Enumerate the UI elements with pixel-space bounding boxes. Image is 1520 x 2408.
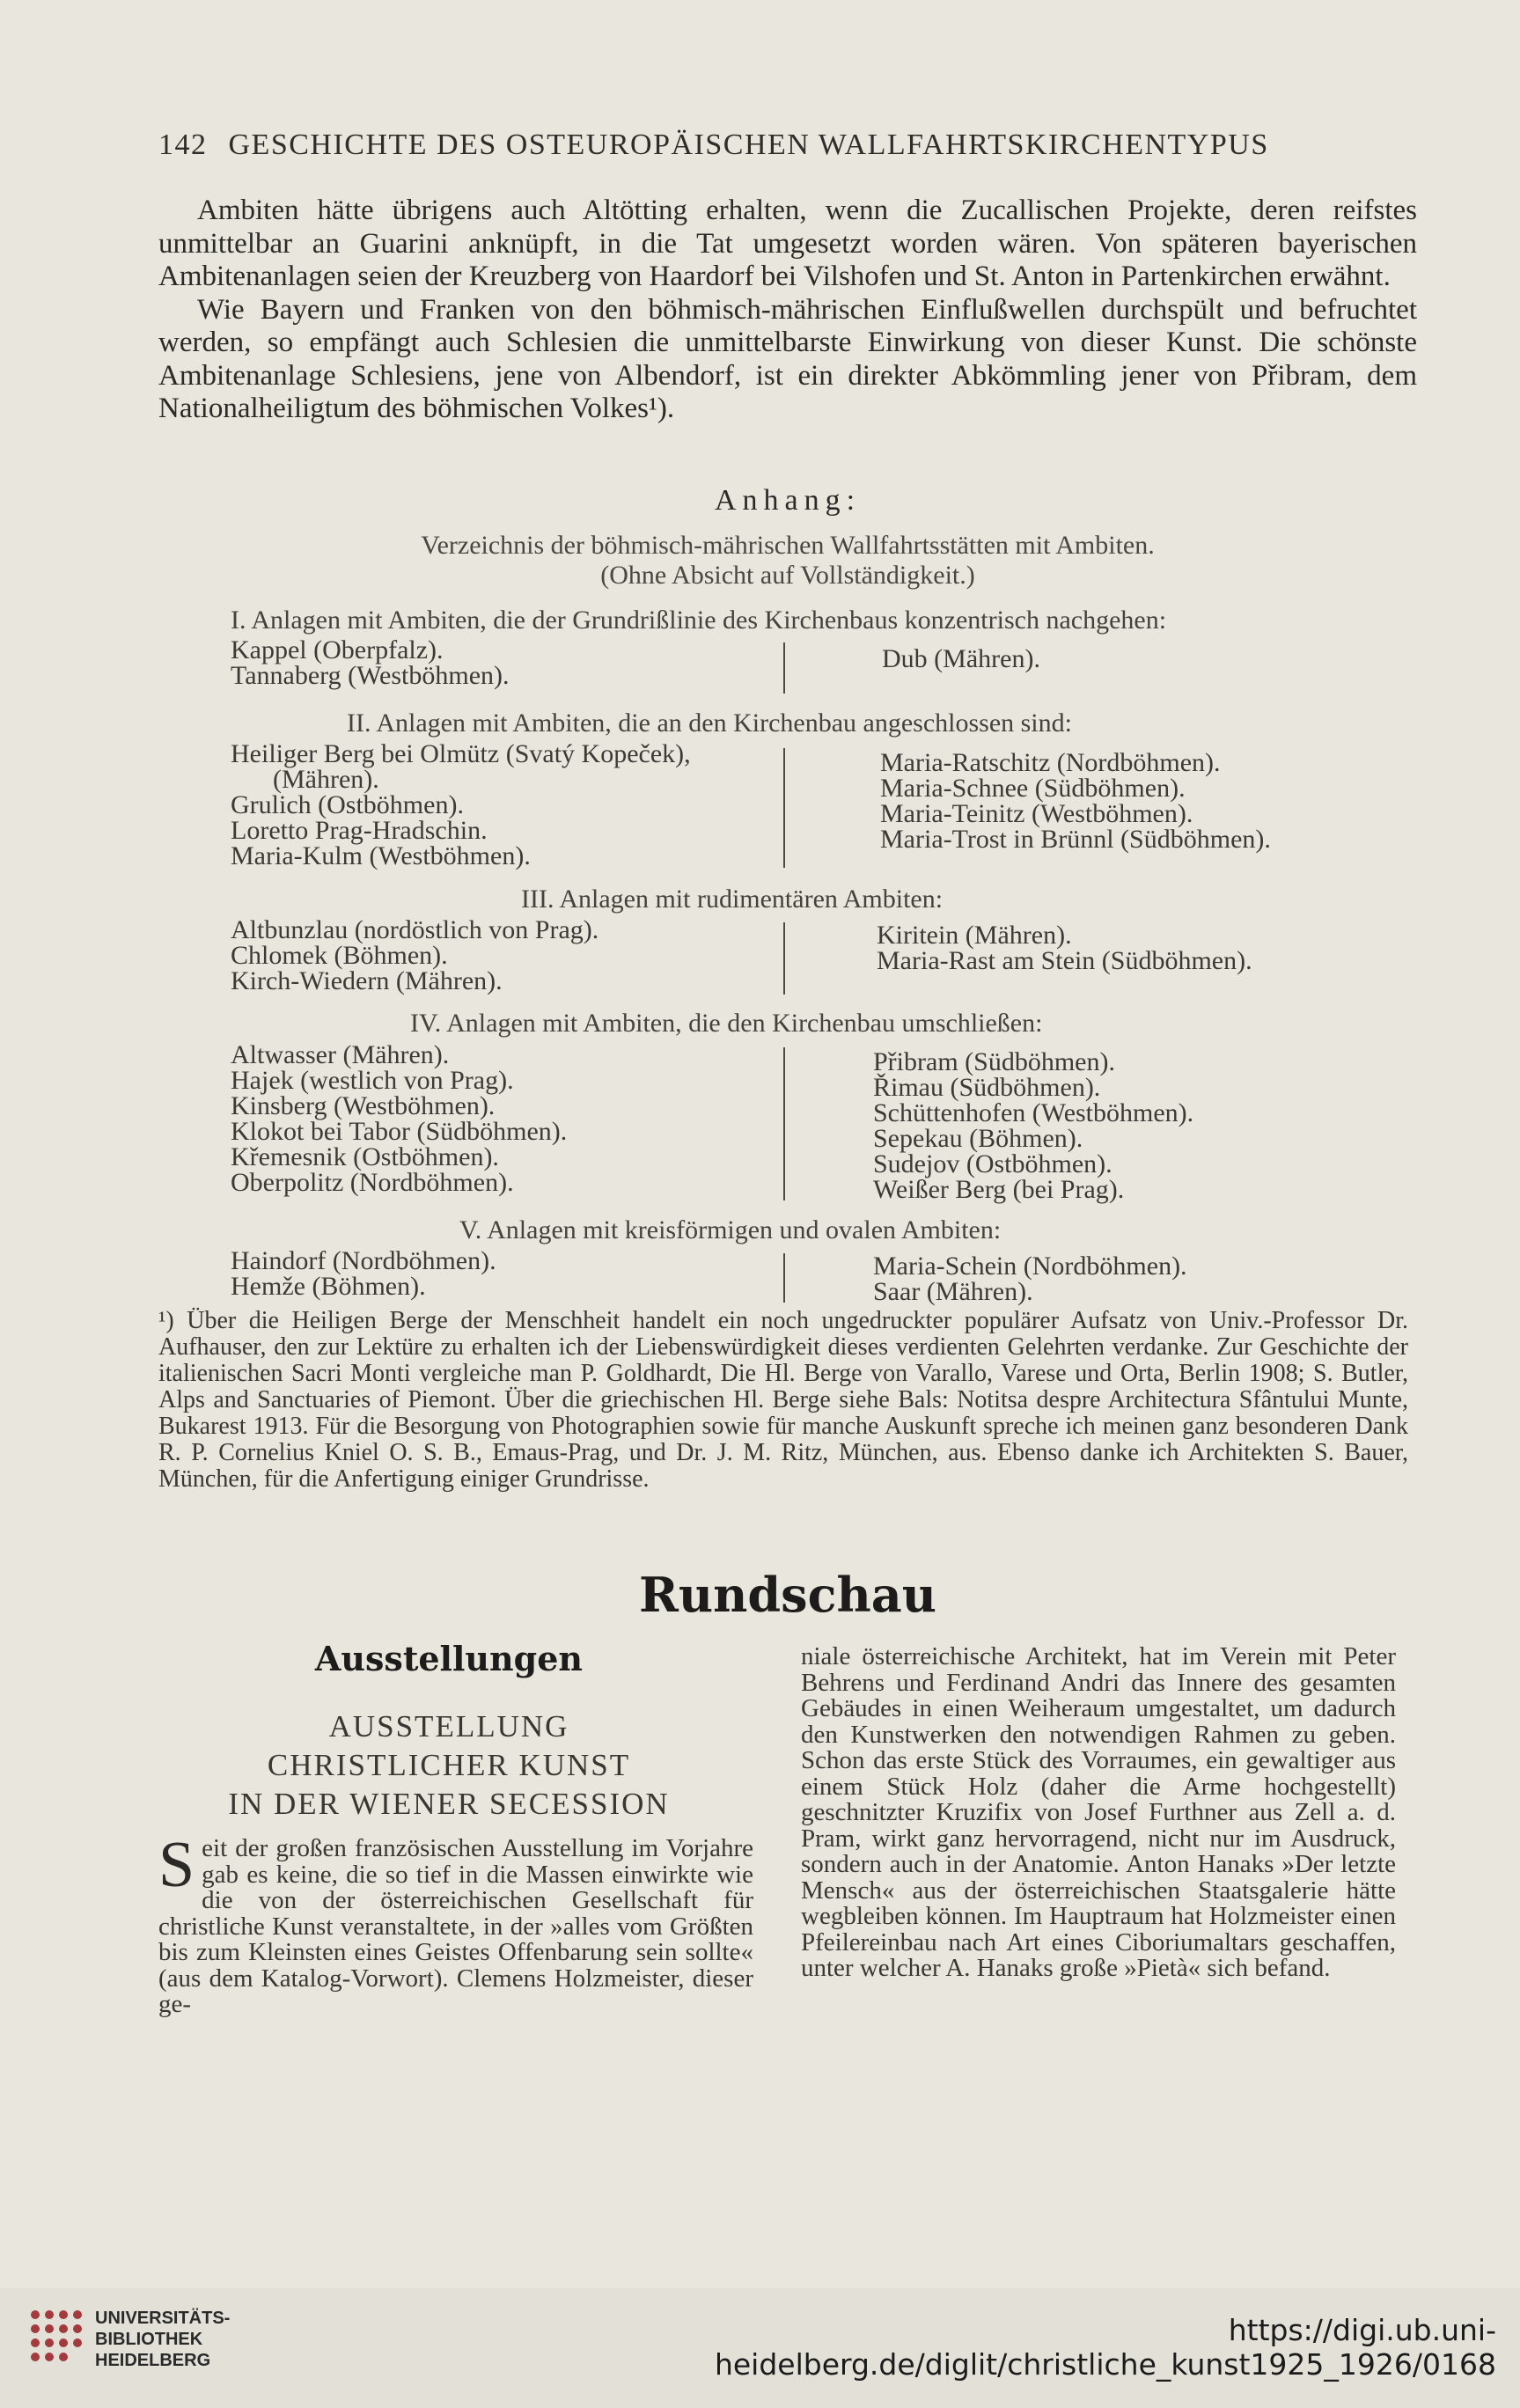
list-item: Kinsberg (Westböhmen). xyxy=(231,1091,496,1120)
list-item: Křemesnik (Ostböhmen). xyxy=(231,1142,499,1171)
library-name-line: HEIDELBERG xyxy=(95,2351,211,2370)
list-item: Maria-Schein (Nordböhmen). xyxy=(873,1252,1187,1281)
list-item: Oberpolitz (Nordböhmen). xyxy=(231,1168,514,1197)
running-head xyxy=(158,128,1417,162)
section-left-list xyxy=(231,1248,496,1299)
list-item: Tannaberg (Westböhmen). xyxy=(231,661,510,690)
list-item: Schüttenhofen (Westböhmen). xyxy=(873,1098,1194,1127)
subsection-title: Ausstellungen xyxy=(314,1639,584,1678)
article-right-column xyxy=(801,1644,1396,1982)
list-item: Grulich (Ostböhmen). xyxy=(231,790,464,819)
section-title-rundschau: Rundschau xyxy=(639,1567,936,1623)
section-left-list xyxy=(231,741,691,869)
column-divider xyxy=(783,748,785,868)
list-item: Maria-Teinitz (Westböhmen). xyxy=(880,799,1193,828)
list-item: Maria-Ratschitz (Nordböhmen). xyxy=(880,748,1221,777)
paragraph: Wie Bayern und Franken von den böhmisch-mährischen Einflußwellen durchspült und befruchtet werden, so empfängt auch Schlesien die unmittelbarste Einwirkung von dieser Kunst. Die schönste Ambitenanlage Schlesiens, jene von Albendorf, ist ein direkter Abkömmling jener von Přibram, dem Nationalheiligtum des böhmischen Volkes¹). xyxy=(158,293,1417,424)
library-name-line: BIBLIOTHEK xyxy=(95,2330,203,2349)
section-left-list xyxy=(231,917,598,994)
list-item: (Mähren). xyxy=(273,765,379,794)
list-item: Chlomek (Böhmen). xyxy=(231,941,448,970)
list-item: Kiritein (Mähren). xyxy=(877,921,1072,950)
list-item: Altbunzlau (nordöstlich von Prag). xyxy=(231,915,599,944)
column-divider xyxy=(783,1047,785,1200)
article-title-line: AUSSTELLUNG xyxy=(328,1709,569,1744)
list-item: Klokot bei Tabor (Südböhmen). xyxy=(231,1117,568,1146)
section-right-list xyxy=(873,1253,1187,1304)
section-heading: II. Anlagen mit Ambiten, die an den Kirchenbau angeschlossen sind: xyxy=(347,708,1072,738)
appendix-title: Anhang: xyxy=(714,484,862,517)
list-item: Řimau (Südböhmen). xyxy=(873,1073,1101,1102)
section-right-list xyxy=(882,646,1040,672)
section-left-list xyxy=(231,1042,567,1195)
footnote-text: ¹) Über die Heiligen Berge der Menschheit handelt ein noch ungedruckter populärer Aufsatz von Univ.-Professor Dr. Aufhauser, den zur Lektüre zu erhalten ich der Liebenswürdigkeit dieses verdienten Gelehrten verdanke. Zur Geschichte der italienischen Sacri Monti vergleiche man P. Goldhardt, Die Hl. Berge von Varallo, Varese und Orta, Berlin 1908; S. Butler, Alps and Sanctuaries of Piemont. Über die griechischen Hl. Berge siehe Bals: Notitsa despre Architectura Sfântului Munte, Bukarest 1913. Für die Besorgung von Photographien sowie für manche Auskunft spreche ich meinen ganz besonderen Dank R. P. Cornelius Kniel O. S. B., Emaus-Prag, und Dr. J. M. Ritz, München, aus. Ebenso danke ich Architekten S. Bauer, München, für die Anfertigung einiger Grundrisse. xyxy=(158,1307,1408,1493)
library-name-line: UNIVERSITÄTS- xyxy=(95,2309,231,2328)
column-divider xyxy=(783,922,785,995)
list-item: Kappel (Oberpfalz). xyxy=(231,635,444,664)
appendix-subtitle: Verzeichnis der böhmisch-mährischen Wallfahrtsstätten mit Ambiten. xyxy=(421,531,1155,560)
section-heading: IV. Anlagen mit Ambiten, die den Kirchenbau umschließen: xyxy=(410,1009,1043,1038)
permalink-url[interactable]: https://digi.ub.uni-heidelberg.de/diglit/christliche_kunst1925_1926/0168 xyxy=(714,2313,1496,2382)
list-item: Heiliger Berg bei Olmütz (Svatý Kopeček), xyxy=(231,739,691,768)
section-heading: I. Anlagen mit Ambiten, die der Grundrißlinie des Kirchenbaus konzentrisch nachgehen: xyxy=(231,606,1167,635)
list-item: Maria-Rast am Stein (Südböhmen). xyxy=(877,946,1252,975)
column-divider xyxy=(783,1253,785,1303)
list-item: Haindorf (Nordböhmen). xyxy=(231,1246,496,1275)
section-right-list xyxy=(880,750,1271,852)
list-item: Maria-Schnee (Südböhmen). xyxy=(880,774,1186,803)
article-text: niale österreichische Architekt, hat im Verein mit Peter Behrens und Ferdinand Andri das Innere des gesamten Gebäudes in einen Weiheraum umgestaltet, um dadurch den Kunstwerken den notwendigen Rahmen zu geben. Schon das erste Stück des Vorraumes, ein gewaltiger aus einem Stück Holz (daher die Arme hochgestellt) geschnitzter Kruzifix von Josef Furthner aus Zell a. d. Pram, wirkt ganz hervorragend, nicht nur im Ausdruck, sondern auch in der Anatomie. Anton Hanaks »Der letzte Mensch« aus der österreichischen Staatsgalerie hätte wegbleiben können. Im Hauptraum hat Holzmeister einen Pfeilereinbau nach Art eines Ciboriumaltars geschaffen, unter welcher A. Hanaks große »Pietà« sich befand. xyxy=(801,1642,1396,1982)
running-title: GESCHICHTE DES OSTEUROPÄISCHEN WALLFAHRTSKIRCHENTYPUS xyxy=(228,128,1269,161)
list-item: Maria-Kulm (Westböhmen). xyxy=(231,841,531,870)
footnote xyxy=(158,1308,1408,1493)
list-item: Loretto Prag-Hradschin. xyxy=(231,816,488,845)
list-item: Sepekau (Böhmen). xyxy=(873,1124,1083,1153)
paragraph: Ambiten hätte übrigens auch Altötting erhalten, wenn die Zucallischen Projekte, deren reifstes unmittelbar an Guarini anknüpft, in die Tat umgesetzt worden wären. Von späteren bayerischen Ambitenanlagen seien der Kreuzberg von Haardorf bei Vilshofen und St. Anton in Partenkirchen erwähnt. xyxy=(158,195,1417,292)
drop-cap: S xyxy=(158,1829,195,1901)
list-item: Saar (Mähren). xyxy=(873,1277,1033,1306)
column-divider xyxy=(783,642,785,694)
page-number: 142 xyxy=(158,128,208,161)
list-item: Maria-Trost in Brünnl (Südböhmen). xyxy=(880,825,1271,854)
article-left-column xyxy=(158,1829,753,2018)
list-item: Kirch-Wiedern (Mähren). xyxy=(231,966,503,995)
list-item: Dub (Mähren). xyxy=(882,644,1040,673)
section-left-list xyxy=(231,637,510,688)
list-item: Sudejov (Ostböhmen). xyxy=(873,1149,1112,1178)
list-item: Altwasser (Mähren). xyxy=(231,1040,450,1069)
article-title-line: IN DER WIENER SECESSION xyxy=(228,1787,670,1821)
section-right-list xyxy=(877,922,1252,973)
appendix-note: (Ohne Absicht auf Vollständigkeit.) xyxy=(600,561,975,590)
intro-text xyxy=(158,195,1417,426)
list-item: Weißer Berg (bei Prag). xyxy=(873,1175,1125,1204)
section-heading: V. Anlagen mit kreisförmigen und ovalen Ambiten: xyxy=(459,1215,1002,1244)
article-title-line: CHRISTLICHER KUNST xyxy=(267,1748,631,1782)
list-item: Hajek (westlich von Prag). xyxy=(231,1066,514,1095)
section-right-list xyxy=(873,1049,1193,1202)
section-heading: III. Anlagen mit rudimentären Ambiten: xyxy=(521,885,944,914)
library-logo-icon xyxy=(26,2306,88,2368)
list-item: Přibram (Südböhmen). xyxy=(873,1047,1115,1076)
article-text: eit der großen französischen Ausstellung im Vorjahre gab es keine, die so tief in die Massen einwirkte wie die von der österreichischen Gesellschaft für christliche Kunst veranstaltete, in der »alles vom Größten bis zum Kleinsten eines Geistes Offenbarung sein sollte« (aus dem Katalog-Vorwort). Clemens Holzmeister, dieser ge- xyxy=(158,1834,753,2018)
list-item: Hemže (Böhmen). xyxy=(231,1272,426,1301)
library-name xyxy=(95,2308,230,2371)
